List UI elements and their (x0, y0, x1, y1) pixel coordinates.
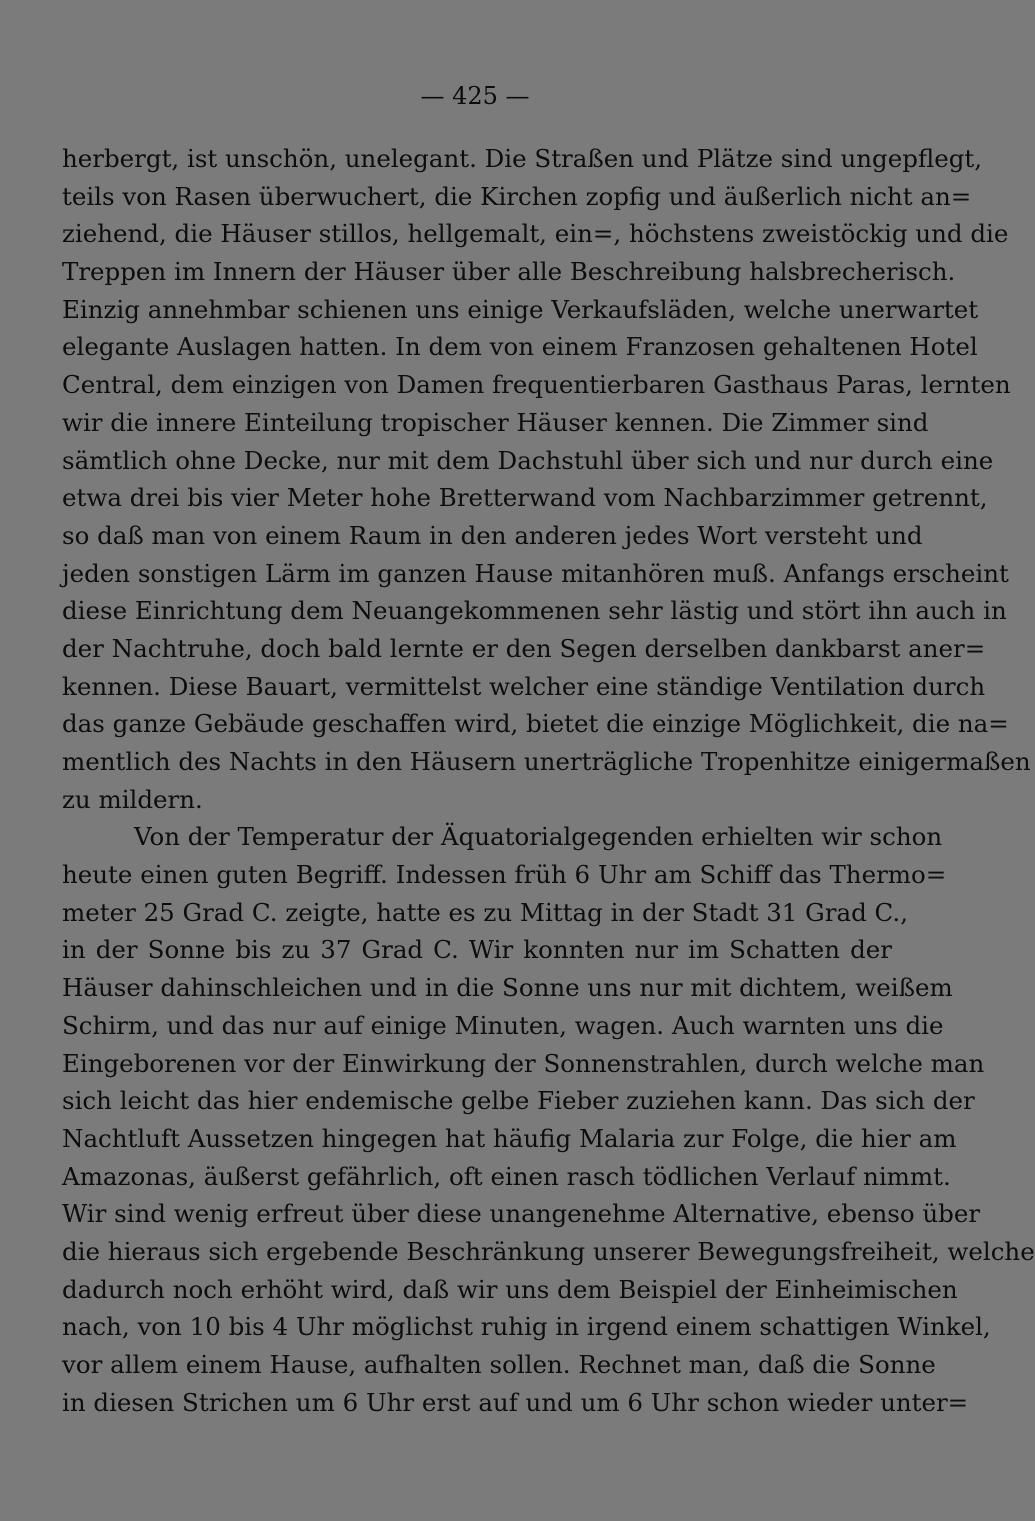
text-line: elegante Auslagen hatten. In dem von einem Franzosen gehaltenen Hotel (62, 332, 978, 362)
text-line: meter 25 Grad C. zeigte, hatte es zu Mittag in der Stadt 31 Grad C., (62, 897, 908, 927)
text-line: herbergt, ist unschön, unelegant. Die Straßen und Plätze sind ungepflegt, (62, 144, 983, 173)
text-line: der Nachtruhe, doch bald lernte er den Segen derselben dankbarst aner= (62, 633, 986, 663)
text-line: Einzig annehmbar schienen uns einige Verkaufsläden, welche unerwartet (62, 294, 979, 324)
text-line: wir die innere Einteilung tropischer Häuser kennen. Die Zimmer sind (62, 407, 929, 437)
text-line: teils von Rasen überwuchert, die Kirchen zopfig und äußerlich nicht an= (62, 181, 972, 211)
paragraph-start-line: Von der Temperatur der Äquatorialgegenden erhielten wir schon (134, 822, 943, 852)
text-line: ziehend, die Häuser stillos, hellgemalt, ein=, höchstens zweistöckig und die (62, 219, 1009, 249)
text-line: kennen. Diese Bauart, vermittelst welcher eine ständige Ventilation durch (62, 671, 986, 701)
text-line: mentlich des Nachts in den Häusern unerträgliche Tropenhitze einigermaßen (62, 747, 1031, 776)
text-line: Central, dem einzigen von Damen frequentierbaren Gasthaus Paras, lernten (62, 370, 1011, 400)
text-line: nach, von 10 bis 4 Uhr möglichst ruhig in irgend einem schattigen Winkel, (62, 1312, 991, 1342)
text-line: in der Sonne bis zu 37 Grad C. Wir konnten nur im Schatten der (62, 935, 892, 965)
text-line: etwa drei bis vier Meter hohe Bretterwand vom Nachbarzimmer getrennt, (62, 483, 988, 513)
text-line: das ganze Gebäude geschaffen wird, bietet die einzige Möglichkeit, die na= (62, 709, 1009, 739)
text-line: so daß man von einem Raum in den anderen jedes Wort versteht und (62, 520, 923, 550)
text-line: Häuser dahinschleichen und in die Sonne uns nur mit dichtem, weißem (62, 973, 953, 1003)
text-line: dadurch noch erhöht wird, daß wir uns dem Beispiel der Einheimischen (62, 1274, 958, 1304)
text-line: sämtlich ohne Decke, nur mit dem Dachstuhl über sich und nur durch eine (62, 445, 994, 475)
text-line: heute einen guten Begriff. Indessen früh 6 Uhr am Schiff das Thermo= (62, 860, 947, 890)
page-number: — 425 — (420, 82, 530, 110)
text-line: diese Einrichtung dem Neuangekommenen sehr lästig und stört ihn auch in (62, 596, 1007, 626)
paragraph-end-line: zu mildern. (62, 784, 203, 814)
text-line: sich leicht das hier endemische gelbe Fieber zuziehen kann. Das sich der (62, 1086, 975, 1116)
text-line: jeden sonstigen Lärm im ganzen Hause mitanhören muß. Anfangs erscheint (62, 558, 1009, 588)
body-text (62, 140, 1035, 1421)
text-line: Amazonas, äußerst gefährlich, oft einen rasch tödlichen Verlauf nimmt. (62, 1161, 951, 1191)
text-line: Nachtluft Aussetzen hingegen hat häufig Malaria zur Folge, die hier am (62, 1123, 957, 1153)
text-line: Treppen im Innern der Häuser über alle Beschreibung halsbrecherisch. (62, 257, 956, 287)
text-line: Wir sind wenig erfreut über diese unangenehme Alternative, ebenso über (62, 1199, 981, 1229)
text-line: in diesen Strichen um 6 Uhr erst auf und um 6 Uhr schon wieder unter= (62, 1387, 969, 1417)
text-line: die hieraus sich ergebende Beschränkung unserer Bewegungsfreiheit, welche (62, 1236, 1035, 1266)
text-line: vor allem einem Hause, aufhalten sollen. Rechnet man, daß die Sonne (62, 1350, 936, 1379)
text-line: Schirm, und das nur auf einige Minuten, wagen. Auch warnten uns die (62, 1010, 944, 1040)
text-line: Eingeborenen vor der Einwirkung der Sonnenstrahlen, durch welche man (62, 1048, 985, 1078)
